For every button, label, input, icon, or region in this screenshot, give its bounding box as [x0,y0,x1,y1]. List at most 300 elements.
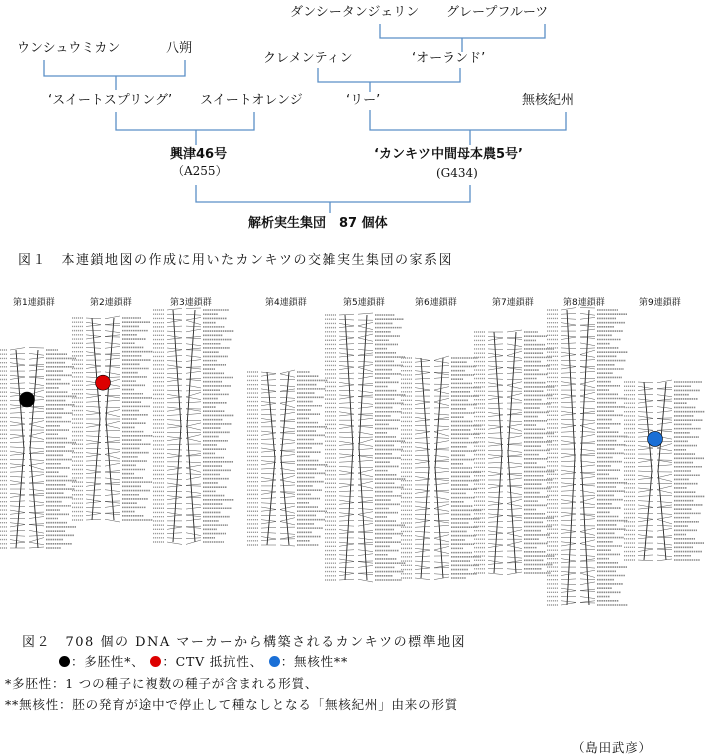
group-5-tick-left [339,542,354,544]
group-5-tick-right [358,523,373,526]
group-3-tick-right [186,527,201,528]
group-7-tick-left [488,514,503,516]
group-7-tick-right [507,530,522,533]
group-1-tick-left [10,481,25,483]
group-1-tick-right [29,376,44,377]
group-4-tick-left [261,421,276,423]
group-7-tick-left [488,563,503,565]
group-9-tick-left [638,478,653,480]
group-8-tick-right [580,449,595,451]
group-8-tick-left [561,443,576,445]
group-5-tick-right [358,565,373,567]
group-7-tick-left [488,521,503,522]
group-5-tick-left [339,382,354,384]
group-7-tick-right [507,486,522,487]
group-4-tick-right [280,537,295,539]
group-1-tick-right [29,388,44,389]
group-5-tick-left [339,496,354,497]
group-6-tick-left [415,408,430,409]
group-3-tick-right [186,397,201,400]
group-6-tick-left [415,390,430,392]
group-3-tick-right [186,392,201,396]
group-3-tick-left [167,377,182,379]
group-2-tick-right [105,482,120,484]
group-3-tick-right [186,496,201,498]
group-8-tick-right [580,411,595,413]
group-1-tick-right [29,493,44,495]
group-7-tick-right [507,485,522,486]
group-5-tick-left [339,314,354,315]
group-8-tick-left [561,455,576,457]
group-4-tick-left [261,492,276,494]
group-3-tick-right [186,484,201,485]
group-3-tick-right [186,371,201,373]
group-2-tick-left [86,372,101,373]
group-6-tick-right [434,387,449,390]
group-8-tick-left [561,352,576,354]
group-6-tick-left [415,509,430,511]
group-1-tick-right [29,513,44,515]
group-4-tick-right [280,510,295,514]
group-2-tick-left [86,482,101,484]
group-7-tick-right [507,455,522,457]
group-6-tick-left [415,519,430,521]
group-1-tick-left [10,388,25,389]
group-6-tick-right [434,426,449,427]
group-4-tick-right [280,451,295,453]
group-2-tick-left [86,411,101,413]
group-4-tick-right [280,403,295,407]
group-3-tick-left [167,466,182,468]
group-3-tick-right [186,356,201,358]
group-4-tick-right [280,485,295,486]
group-7-tick-right [507,412,522,414]
group-3-tick-right [186,533,201,536]
group-9-tick-right [657,465,672,466]
group-8-tick-right [580,559,595,561]
group-1-tick-right [29,407,44,409]
group-6-tick-right [434,432,449,436]
group-8-tick-right [580,350,595,354]
group-2-tick-left [86,366,101,368]
group-2-tick-left [86,354,101,356]
figure2-caption: 図２ 708 個の DNA マーカーから構築されるカンキツの標準地図 [22,635,467,650]
node-sweet-spring: ‘スイートスプリング’ [48,93,173,108]
group-6-tick-left [415,491,430,493]
group-4-tick-left [261,409,276,410]
group-2-tick-right [105,513,120,514]
group-6-tick-left [415,531,430,532]
group-5-tick-right [358,376,373,379]
group-8-tick-left [561,591,576,593]
group-8-tick-right [580,396,595,399]
group-9-tick-right [657,525,672,526]
group-8-tick-right [580,461,595,463]
group-1-tick-right [29,505,44,507]
group-7-tick-left [488,504,503,506]
group-5-tick-right [358,373,373,374]
group-7-tick-left [488,516,503,518]
group-2-tick-right [105,452,120,455]
group-8-tick-right [580,502,595,505]
group-1-tick-right [29,451,44,453]
group-5-tick-left [339,412,354,414]
group-4-tick-right [280,454,295,456]
group-3-tick-right [186,526,201,527]
polyembryony-dot-icon [59,656,70,667]
group-7-tick-left [488,338,503,340]
group-1-tick-left [10,535,25,536]
group-8-tick-right [580,325,595,327]
group-8-tick-left [561,424,576,426]
group-8-tick-right [580,532,595,536]
group-8-tick-right [580,528,595,531]
group-8-tick-right [580,597,595,599]
group-6-tick-right [434,574,449,575]
group-3-tick-right [186,344,201,346]
group-2-tick-left [86,423,101,425]
group-title-8: 第8連鎖群 [563,298,605,308]
group-1-tick-left [10,412,25,413]
group-4-tick-right [280,431,295,433]
group-7-tick-right [507,450,522,452]
author: （島田武彦） [572,740,652,755]
group-4-tick-left [261,461,276,463]
group-4-tick-left [261,462,276,464]
group-1-tick-right [29,538,44,542]
group-7-tick-right [507,330,522,332]
group-9-tick-left [638,496,653,497]
group-6-tick-left [415,358,430,360]
group-6-tick-right [434,467,449,469]
group-1-tick-right [29,501,44,503]
group-7-tick-left [488,408,503,409]
group-6-tick-left [415,430,430,432]
group-2-tick-right [105,358,120,360]
node-grapefruit: グレープフルーツ [446,5,549,20]
group-8-tick-right [580,601,595,603]
group-2-tick-right [105,463,120,466]
group-4-tick-left [261,380,276,381]
group-8-outline [567,310,589,605]
group-5-tick-right [358,508,373,509]
group-2-trait-marker [96,375,111,390]
group-1-tick-left [10,358,25,359]
group-2-tick-right [105,354,120,356]
group-4-tick-left [261,418,276,420]
group-5-tick-left [339,355,354,357]
group-5-tick-left [339,444,354,446]
group-3-tick-left [167,397,182,399]
group-2-tick-left [86,470,101,472]
figure1-caption: 図１ 本連鎖地図の作成に用いたカンキツの交雑実生集団の家系図 [18,253,454,268]
group-6-tick-left [415,361,430,363]
group-5-tick-left [339,441,354,443]
group-2-tick-left [86,394,101,396]
group-3-tick-left [167,456,182,458]
group-5-tick-right [358,383,373,384]
group-6-tick-right [434,504,449,508]
group-3-tick-right [186,474,201,475]
group-2-tick-right [105,346,120,348]
group-7-tick-left [488,573,503,575]
group-8-tick-left [561,396,576,398]
node-lee: ‘リー’ [346,93,381,108]
group-5-tick-right [358,444,373,447]
group-4-tick-left [261,522,276,524]
group-4-tick-right [280,497,295,498]
group-3-tick-right [186,314,201,315]
group-4-tick-left [261,503,276,504]
group-5-tick-right [358,313,373,314]
group-7-tick-right [507,372,522,373]
group-7-tick-left [488,442,503,444]
group-9-tick-left [638,429,653,431]
group-7-tick-left [488,526,503,527]
group-7-tick-right [507,338,522,339]
group-8-tick-right [580,392,595,396]
group-title-6: 第6連鎖群 [415,298,457,308]
group-3-tick-right [186,538,201,539]
group-8-tick-left [561,377,576,378]
group-6-tick-right [434,509,449,512]
group-8-tick-left [561,461,576,462]
group-4-tick-right [280,545,295,546]
group-4-tick-left [261,520,276,522]
group-2-tick-right [105,421,120,425]
group-6-tick-right [434,417,449,419]
group-7-tick-right [507,424,522,427]
group-8-tick-left [561,512,576,514]
group-1-tick-left [10,513,25,515]
group-8-tick-right [580,555,595,556]
group-2-tick-right [105,471,120,472]
group-4-tick-right [280,419,295,420]
group-title-4: 第4連鎖群 [265,298,307,308]
group-4-tick-right [280,427,295,429]
group-1-tick-left [10,422,25,424]
group-8-tick-right [580,313,595,315]
group-8-tick-left [561,365,576,367]
group-1-tick-right [29,411,44,412]
group-5-tick-right [358,573,373,574]
group-5-tick-left [339,454,354,456]
group-8-tick-left [561,466,576,467]
node-kankitsu5-code: (G434) [436,166,478,180]
group-8-tick-right [580,498,595,502]
group-5-tick-left [339,367,354,369]
group-4-tick-left [261,480,276,482]
group-2-tick-left [86,325,101,327]
group-6-tick-right [434,577,449,580]
group-8-tick-right [580,381,595,384]
group-2-tick-right [105,490,120,492]
group-6-tick-right [434,521,449,523]
group-2-tick-left [86,490,101,491]
group-3-tick-right [186,540,201,544]
group-9-tick-right [657,389,672,390]
group-2-tick-left [86,465,101,466]
group-7-tick-left [488,456,503,458]
group-6-tick-right [434,502,449,503]
group-3-tick-left [167,468,182,470]
group-7-tick-left [488,403,503,404]
group-1-tick-left [10,501,25,502]
group-3-tick-left [167,483,182,485]
group-9-tick-left [638,466,653,467]
group-5-tick-left [339,378,354,379]
group-4-tick-right [280,412,295,415]
group-7-tick-right [507,492,522,495]
group-9-tick-right [657,528,672,531]
group-2-tick-left [86,443,101,445]
group-5-tick-left [339,491,354,492]
group-3-tick-right [186,390,201,391]
group-2-tick-left [86,425,101,427]
group-3-tick-right [186,378,201,379]
group-1-tick-right [29,448,44,449]
group-8-tick-left [561,601,576,603]
group-2-tick-right [105,342,120,344]
group-7-tick-left [488,425,503,427]
group-6-tick-right [434,361,449,364]
group-1-tick-left [10,471,25,472]
group-8-tick-left [561,520,576,521]
group-9-tick-left [638,382,653,383]
group-1-tick-left [10,454,25,456]
group-title-2: 第2連鎖群 [90,298,132,308]
group-8-tick-right [580,384,595,388]
group-6-tick-right [434,565,449,567]
group-9-tick-left [638,416,653,418]
group-2-tick-left [86,484,101,486]
group-7-tick-left [488,344,503,345]
group-6-tick-right [434,471,449,473]
group-6-tick-left [415,497,430,498]
group-2-tick-left [86,413,101,415]
group-9-tick-left [638,386,653,388]
group-3-tick-left [167,420,182,421]
group-9-tick-left [638,505,653,507]
group-5-tick-left [339,365,354,367]
group-9-tick-left [638,448,653,450]
group-3-tick-right [186,348,201,350]
group-3-tick-left [167,308,182,310]
group-2-tick-right [105,425,120,428]
group-3-tick-right [186,507,201,509]
group-3-tick-left [167,527,182,529]
group-6-tick-right [434,535,449,538]
ctv-dot-icon [150,656,161,667]
group-5-tick-left [339,530,354,532]
group-6-tick-left [415,432,430,434]
group-5-tick-left [339,349,354,350]
group-5-tick-right [358,353,373,355]
group-5-tick-right [358,579,373,582]
group-3-tick-right [186,477,201,480]
group-6-tick-right [434,514,449,515]
group-1-tick-left [10,417,25,418]
group-7-tick-left [488,412,503,414]
group-5-tick-left [339,573,354,575]
group-5-tick-right [358,385,373,386]
group-2-tick-right [105,494,120,496]
group-2-tick-right [105,454,120,458]
group-4-tick-left [261,372,276,374]
group-9-tick-right [657,505,672,507]
group-7-tick-right [507,560,522,562]
group-8-tick-left [561,313,576,314]
legend-polyembryony: ：多胚性*、 [71,654,145,669]
group-3-tick-left [167,424,182,426]
group-9-tick-left [638,446,653,448]
group-7-tick-left [488,486,503,488]
group-5-tick-left [339,483,354,485]
group-7-tick-left [488,366,503,368]
group-title-9: 第9連鎖群 [639,298,681,308]
group-7-tick-left [488,379,503,380]
node-population: 解析実生集団 87 個体 [248,216,388,231]
group-5-tick-left [339,579,354,580]
group-9-tick-right [657,536,672,537]
group-9-tick-left [638,475,653,477]
group-3-tick-right [186,503,201,505]
node-mukaki: 無核紀州 [522,93,575,108]
group-9-tick-left [638,535,653,537]
group-5-outline [345,315,367,580]
group-8-tick-right [580,567,595,568]
group-6-tick-left [415,506,430,508]
group-9-tick-right [657,474,672,477]
group-4-tick-left [261,507,276,509]
group-8-tick-right [580,465,595,467]
group-9-tick-right [657,555,672,557]
group-9-tick-left [638,525,653,526]
group-8-tick-left [561,348,576,349]
group-7-tick-left [488,336,503,338]
group-5-tick-right [358,391,373,393]
group-6-tick-left [415,400,430,402]
group-1-tick-left [10,483,25,485]
group-9-trait-marker [648,431,663,446]
group-2-tick-right [105,448,120,449]
group-6-tick-right [434,365,449,366]
group-6-tick-right [434,441,449,444]
group-9-tick-left [638,508,653,510]
group-6-tick-right [434,390,449,394]
group-8-tick-left [561,544,576,546]
group-7-tick-right [507,509,522,510]
group-6-tick-left [415,536,430,538]
group-4-tick-left [261,439,276,440]
group-8-tick-right [580,453,595,455]
group-4-outline [267,372,289,545]
group-8-tick-left [561,554,576,555]
group-2-tick-right [105,413,120,417]
group-6-tick-left [415,476,430,478]
group-6-tick-right [434,497,449,500]
group-8-tick-right [580,336,595,337]
group-4-tick-left [261,477,276,479]
group-3-tick-right [186,427,201,431]
node-kankitsu5: ‘カンキツ中間母本農5号’ [374,147,523,162]
group-8-tick-right [580,514,595,516]
group-2-tick-right [105,513,120,514]
group-2-tick-left [86,453,101,455]
group-5-tick-left [339,437,354,438]
group-7-tick-right [507,385,522,389]
group-9-tick-right [657,559,672,561]
